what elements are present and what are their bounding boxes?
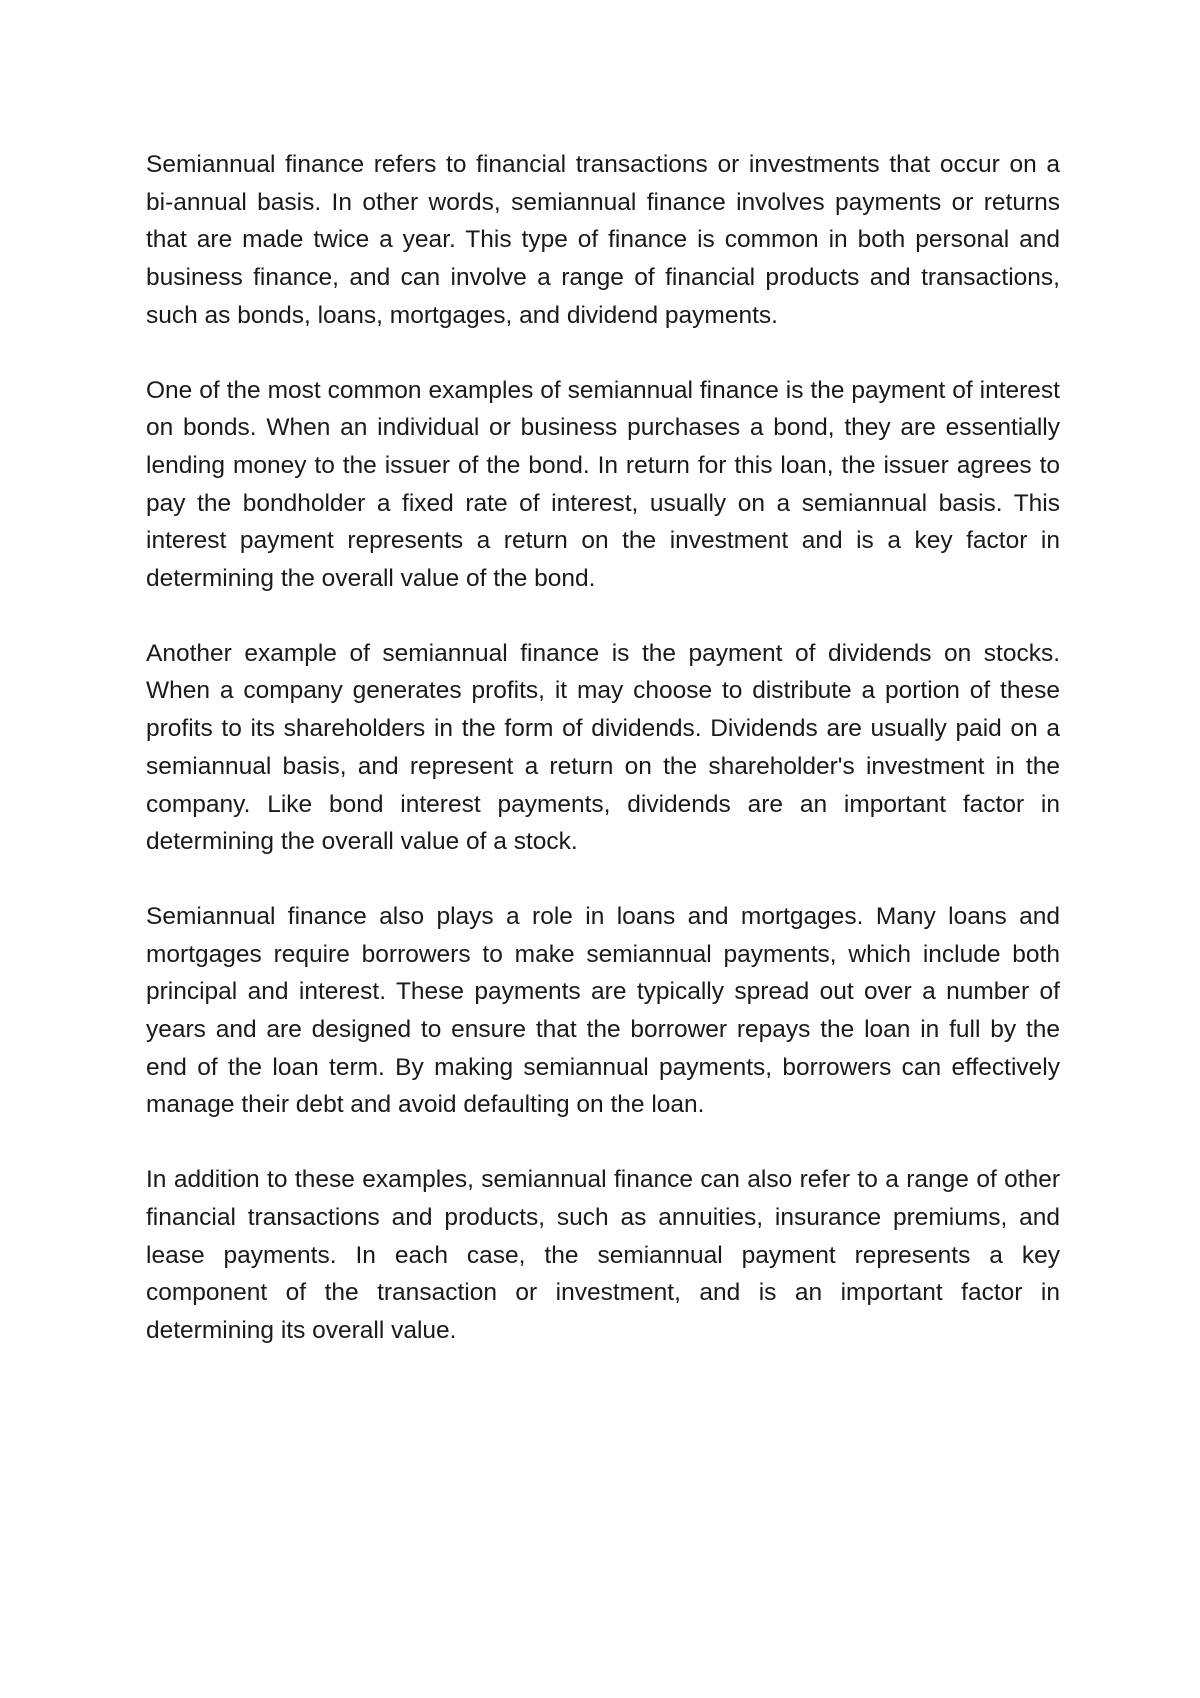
document-body	[146, 146, 1060, 1350]
paragraph-5: In addition to these examples, semiannual finance can also refer to a range of other financial transactions and products, such as annuities, insurance premiums, and lease payments. In each case, the semiannual payment represents a key component of the transaction or investment, and is an important factor in determining its overall value.	[146, 1166, 1060, 1344]
paragraph-1: Semiannual finance refers to financial transactions or investments that occur on a bi-annual basis. In other words, semiannual finance involves payments or returns that are made twice a year. This type of finance is common in both personal and business finance, and can involve a range of financial products and transactions, such as bonds, loans, mortgages, and dividend payments.	[146, 151, 1060, 329]
paragraph-2: One of the most common examples of semiannual finance is the payment of interest on bonds. When an individual or business purchases a bond, they are essentially lending money to the issuer of the bond. In return for this loan, the issuer agrees to pay the bondholder a fixed rate of interest, usually on a semiannual basis. This interest payment represents a return on the investment and is a key factor in determining the overall value of the bond.	[146, 376, 1060, 593]
paragraph-4: Semiannual finance also plays a role in loans and mortgages. Many loans and mortgages require borrowers to make semiannual payments, which include both principal and interest. These payments are typically spread out over a number of years and are designed to ensure that the borrower repays the loan in full by the end of the loan term. By making semiannual payments, borrowers can effectively manage their debt and avoid defaulting on the loan.	[146, 902, 1060, 1119]
paragraph-3: Another example of semiannual finance is the payment of dividends on stocks. When a company generates profits, it may choose to distribute a portion of these profits to its shareholders in the form of dividends. Dividends are usually paid on a semiannual basis, and represent a return on the shareholder's investment in the company. Like bond interest payments, dividends are an important factor in determining the overall value of a stock.	[146, 639, 1060, 856]
